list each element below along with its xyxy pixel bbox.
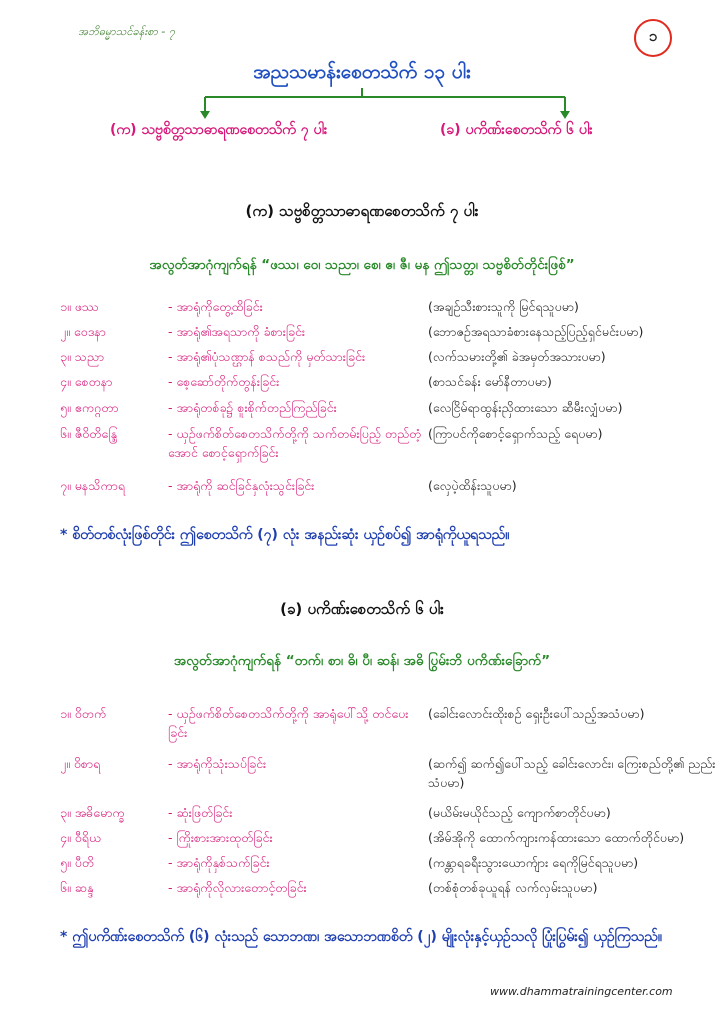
item-key: ၂။ ဝိစာရ — [60, 756, 101, 771]
item-key: ၄။ ဝီရိယ — [60, 830, 102, 845]
item-key: ၄။ စေတနာ — [60, 374, 113, 389]
item-desc: - အာရုံကိုသုံးသပ်ခြင်း — [168, 756, 267, 771]
section-a-mnemonic: အလွတ်အာဂုံကျက်ရန် “ဖဿ၊ ဝေ၊ သညာ၊ စေ၊ ဧ၊ ဇီ၊ မန ဤသတ္တ၊ သဗ္ဗစိတ်တိုင်းဖြစ်” — [149, 257, 575, 273]
item-desc: - အာရုံကိုလိုလားတောင့်တခြင်း — [168, 880, 307, 895]
section-b-title: (ခ) ပကိဏ်းစေတသိက် ၆ ပါး — [280, 600, 444, 618]
item-example: (ဘောဇဉ်အရသာခံစားနေသည့်ပြည့်ရှင်မင်းပမာ) — [428, 324, 644, 339]
item-example: (မယိမ်းမယိုင်သည့် ကျောက်စာတိုင်ပမာ) — [428, 805, 611, 820]
item-desc: - ယှဉ်ဖက်စိတ်စေတသိက်တို့ကို အာရုံပေါ်သို့ တင်ပေးခြင်း — [168, 706, 409, 740]
item-example: (အချဉ်သီးစားသူကို မြင်ရသူပမာ) — [428, 299, 579, 314]
item-desc: - အာရုံတစ်ခု၌ စူးစိုက်တည်ကြည်ခြင်း — [168, 400, 337, 415]
item-desc: - အာရုံကိုနှစ်သက်ခြင်း — [168, 855, 270, 870]
header-text: အဘိဓမ္မာသင်ခန်းစာ - ၇ — [78, 25, 175, 38]
item-desc: - အာရုံ၏ပုံသဏ္ဌာန် စသည်ကို မှတ်သားခြင်း — [168, 349, 366, 364]
item-key: ၇။ မနသိကာရ — [60, 478, 126, 493]
section-a-note: * စိတ်တစ်လုံးဖြစ်တိုင်း ဤစေတသိက် (၇) လုံး အနည်းဆုံး ယှဉ်စပ်၍ အာရုံကိုယူရသည်။ — [60, 527, 510, 543]
item-desc: - ကြိုးစားအားထုတ်ခြင်း — [168, 830, 273, 845]
item-desc: - အာရုံကိုတွေ့ထိခြင်း — [168, 299, 263, 314]
item-key: ၅။ ပီတိ — [60, 855, 95, 870]
item-key: ၃။ သညာ — [60, 349, 105, 364]
item-desc: - အာရုံ၏အရသာကို ခံစားခြင်း — [168, 324, 306, 339]
page-number: ၁ — [634, 19, 672, 57]
item-example: (လက်သမားတို့၏ ခဲအမှတ်အသားပမာ) — [428, 349, 606, 364]
item-key: ၆။ ဇီဝိတိန္ဒြေ — [60, 426, 118, 441]
item-example: (ကြာပင်ကိုစောင့်ရှောက်သည့် ရေပမာ) — [428, 426, 603, 441]
item-key: ၂။ ဝေဒနာ — [60, 324, 106, 339]
item-key: ၆။ ဆန္ဒ — [60, 880, 94, 895]
connector-lines — [0, 0, 724, 140]
section-b-note: * ဤပကိဏ်းစေတသိက် (၆) လုံးသည် သောဘဏ၊ အသောဘဏစိတ် (၂) မျိုးလုံးနှင့်ယှဉ်သလို ပြုံးပြွမ်း၍ ယှဉ်ကြသည်။ — [60, 929, 662, 945]
footer-url: www.dhammatrainingcenter.com — [490, 985, 673, 998]
section-a-title: (က) သဗ္ဗစိတ္တသာဓာရဏစေတသိက် ၇ ပါး — [245, 202, 479, 220]
item-example: (စာသင်ခန်း မော်နီတာပမာ) — [428, 374, 552, 389]
item-example: (တစ်စုံတစ်ခုယူရန် လက်လှမ်းသူပမာ) — [428, 880, 598, 895]
branch-right-label: (ခ) ပကိဏ်းစေတသိက် ၆ ပါး — [440, 122, 593, 138]
item-example: (ဆက်၍ ဆက်၍ပေါ်သည့် ခေါင်းလောင်း၊ ကြေးစည်တို့၏ ညည်းသံပမာ) — [428, 756, 716, 790]
item-key: ၁။ ဖဿ — [60, 299, 100, 314]
item-example: (ခေါင်းလောင်းထိုးစဉ် ရှေးဦးပေါ်သည့်အသံပမာ) — [428, 706, 645, 721]
item-desc: - ယှဉ်ဖက်စိတ်စေတသိက်တို့ကို သက်တမ်းပြည့် တည်တံ့အောင် စောင့်ရှောက်ခြင်း — [168, 426, 422, 460]
section-b-mnemonic: အလွတ်အာဂုံကျက်ရန် “တက်၊ စာ၊ ဓိ၊ ပီ၊ ဆန်၊ အဓိ ပြွမ်းဘိ ပကိဏ်းခြောက်” — [173, 653, 551, 669]
main-title: အညသမာန်းစေတသိက် ၁၃ ပါး — [253, 61, 471, 83]
item-example: (လှေပဲ့ထိန်းသူပမာ) — [428, 478, 517, 493]
item-key: ၁။ ဝိတက် — [60, 706, 107, 721]
item-example: (လေငြိမ်ရာထွန်းညှိထားသော ဆီမီးလျှံပမာ) — [428, 400, 623, 415]
item-desc: - အာရုံကို ဆင်ခြင်နှလုံးသွင်းခြင်း — [168, 478, 315, 493]
item-desc: - စေ့ဆော်တိုက်တွန်းခြင်း — [168, 374, 280, 389]
branch-left-label: (က) သဗ္ဗစိတ္တသာဓာရဏစေတသိက် ၇ ပါး — [110, 122, 328, 138]
item-desc: - ဆုံးဖြတ်ခြင်း — [168, 805, 233, 820]
item-example: (ကန္တာရခရီးသွားယောက်ျား ရေကိုမြင်ရသူပမာ) — [428, 855, 639, 870]
item-key: ၃။ အဓိမောက္ခ — [60, 805, 125, 820]
item-key: ၅။ ဧကဂ္ဂတာ — [60, 400, 119, 415]
item-example: (အိမ်အိုကို ထောက်ကျားကန်ထားသော ထောက်တိုင်ပမာ) — [428, 830, 685, 845]
